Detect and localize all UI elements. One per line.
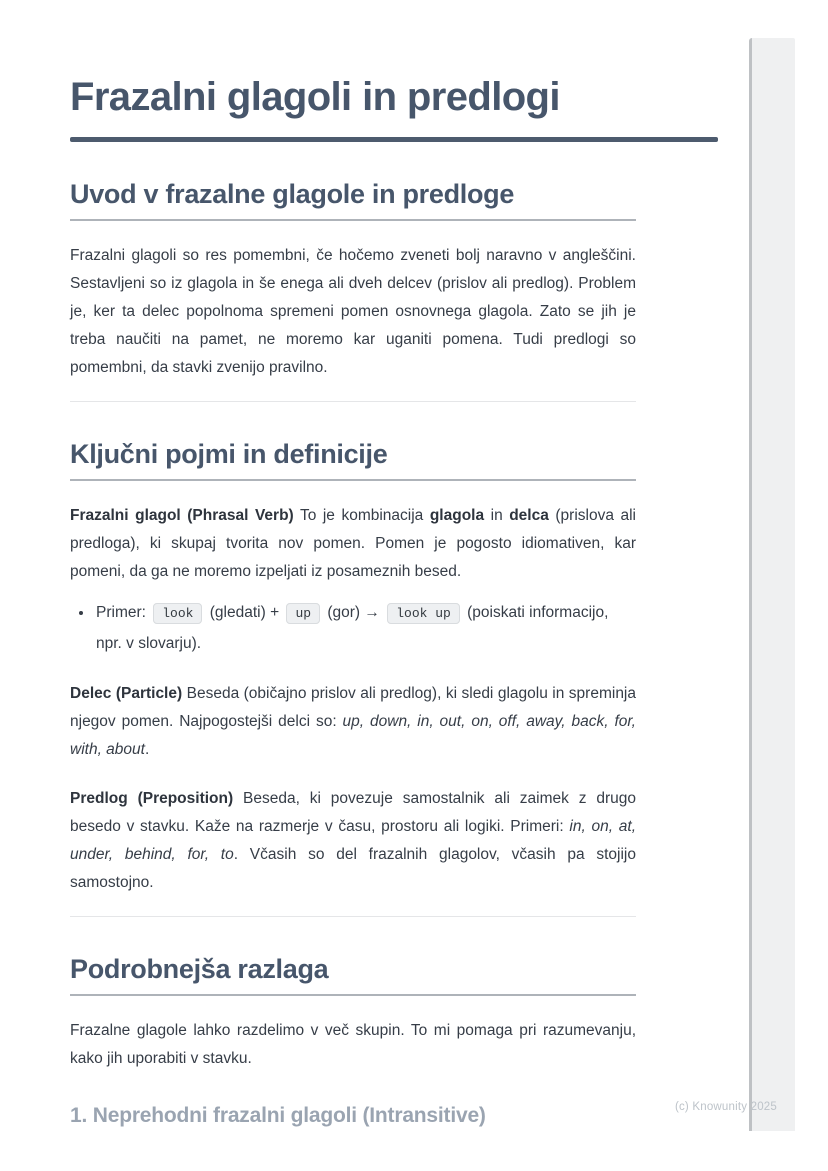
section-details [70,953,636,1129]
preposition-examples-italic: in, on, at, under, behind, for, to [70,818,636,863]
definition-text: Beseda, ki povezuje samostalnik ali zaimek z drugo besedo v stavku. Kaže na razmerje v času, prostoru ali logiki. Primeri: [70,790,637,835]
example-text: (gledati) + [205,604,284,621]
details-paragraph: Frazalne glagole lahko razdelimo v več skupin. To mi pomaga pri razumevanju, kako jih uporabiti v stavku. [70,1022,636,1067]
phrasal-verb-definition [70,502,636,586]
title-rule [70,137,718,142]
subsection-heading-intransitive: 1. Neprehodni frazalni glagoli (Intransitive) [70,1104,486,1127]
key-terms-heading: Ključni pojmi in definicije [70,438,636,481]
section-key-terms [70,438,636,897]
definition-text: . [144,741,150,758]
bold-glagola: glagola [429,507,485,524]
example-text: (gor) → [323,604,385,621]
bold-delca: delca [509,507,549,524]
example-item [94,598,636,659]
term-particle: Delec (Particle) [70,685,183,702]
copyright-watermark: (c) Knowunity 2025 [674,1101,777,1113]
definition-text: . Včasih so del frazalnih glagolov, včasih pa stojijo samostojno. [70,846,636,891]
term-preposition: Predlog (Preposition) [70,790,234,807]
intro-heading: Uvod v frazalne glagole in predloge [70,178,636,221]
preposition-definition [70,785,636,897]
section-divider [70,916,636,917]
inline-code-look: look [153,603,202,624]
next-page-edge [749,38,795,1131]
details-heading: Podrobnejša razlaga [70,953,636,996]
definition-text: Beseda (običajno prislov ali predlog), ki sledi glagolu in spreminja njegov pomen. Najpogostejši delci so: [70,685,636,730]
example-list [70,598,636,659]
document-title: Frazalni glagoli in predlogi [70,75,560,119]
example-text: (poiskati informacijo, npr. v slovarju). [96,604,609,652]
intro-paragraph: Frazalni glagoli so res pomembni, če hočemo zveneti bolj naravno v angleščini. Sestavljeni so iz glagola in še enega ali dveh delcev (prislov ali predlog). Problem je, ker ta delec popolnoma spremeni pomen osnovnega glagola. Zato se jih je treba naučiti na pamet, ne moremo kar uganiti pomena. Tudi predlogi so pomembni, da stavki zvenijo pravilno. [70,247,636,376]
document-page [70,0,718,1129]
definition-text: To je kombinacija [293,507,430,524]
inline-code-up: up [286,603,320,624]
inline-code-look-up: look up [387,603,460,624]
section-intro [70,178,636,382]
term-phrasal-verb: Frazalni glagol (Phrasal Verb) [70,507,294,524]
example-text: Primer: [96,604,151,621]
particle-examples-italic: up, down, in, out, on, off, away, back, for, with, about [70,713,636,758]
definition-text: in [484,507,510,524]
particle-definition [70,680,636,764]
document-content [70,178,636,1129]
definition-text: (prislova ali predloga), ki skupaj tvorita nov pomen. Pomen je pogosto idiomativen, kar pomeni, da ga ne moremo izpeljati iz posameznih besed. [70,507,636,580]
section-divider [70,401,636,402]
